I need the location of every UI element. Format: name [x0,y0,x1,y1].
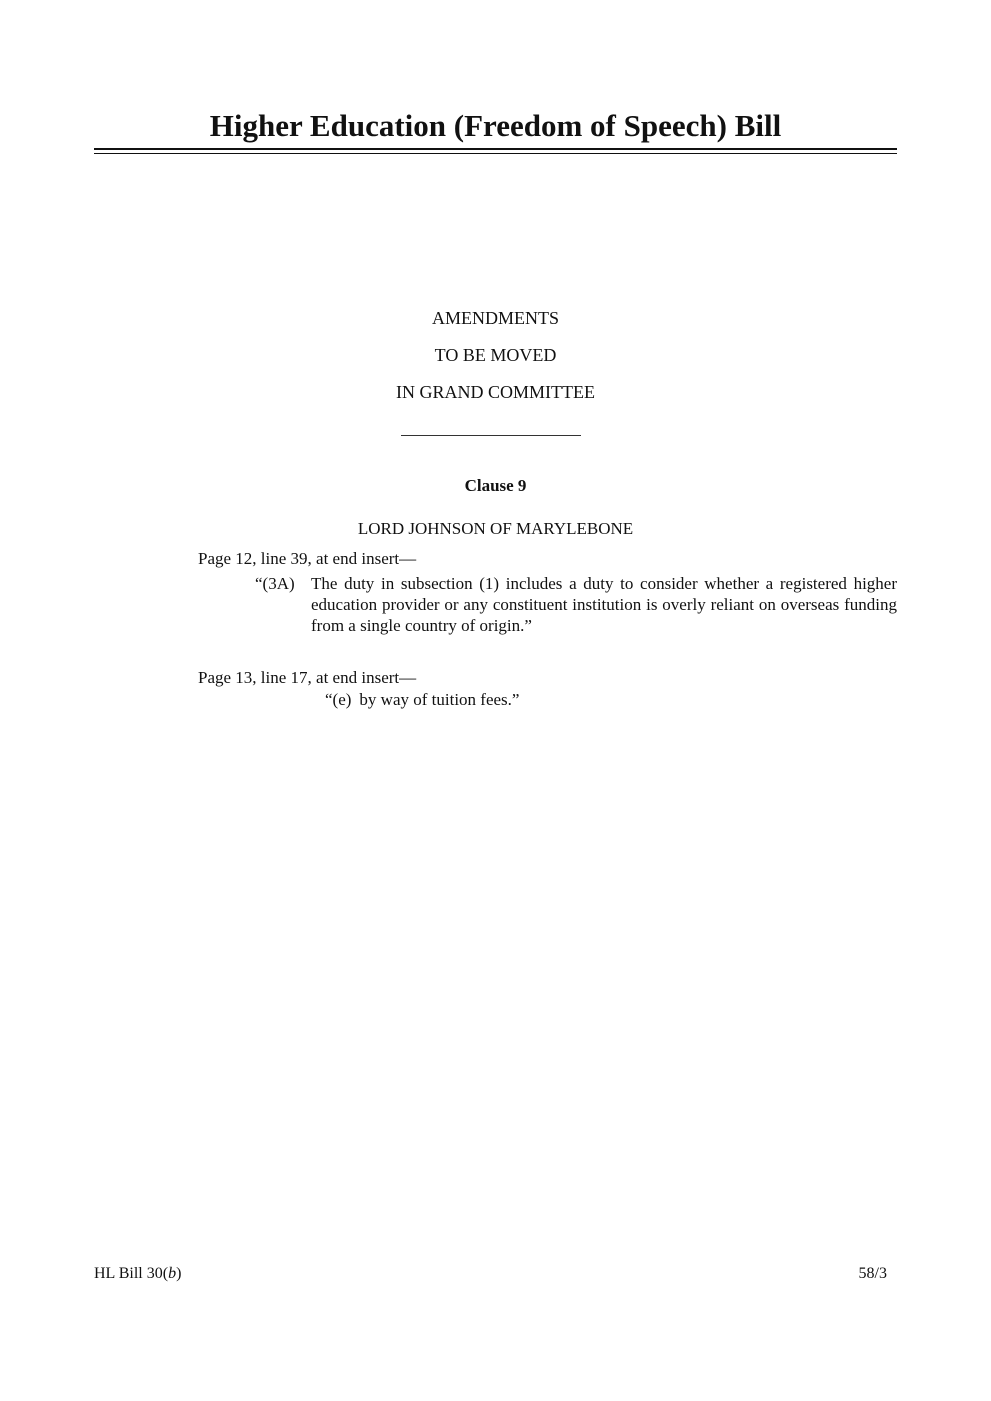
bill-reference-italic: b [168,1265,177,1282]
clause-heading: Clause 9 [464,476,527,495]
section-divider [401,435,581,436]
amendment-2-text: by way of tuition fees.” [359,690,520,709]
title-rule-thick [94,148,897,150]
amendment-1-label: “(3A) [255,574,295,593]
bill-reference-prefix: HL Bill 30( [94,1265,169,1282]
amendment-1-location: Page 12, line 39, at end insert— [198,549,417,568]
amendment-1-text: The duty in subsection (1) includes a duty to consider whether a registered higher education provider or any constituent institution is overly reliant on overseas funding from a single country of origin.” [311,574,897,635]
title-rule-thin [94,153,897,154]
amendment-2-location: Page 13, line 17, at end insert— [198,668,417,687]
page-reference: 58/3 [858,1265,887,1282]
heading-line-1: AMENDMENTS [431,308,559,328]
heading-line-2: TO BE MOVED [434,345,557,365]
bill-reference-suffix: ) [176,1265,182,1282]
bill-reference [94,1264,181,1284]
bill-title: Higher Education (Freedom of Speech) Bill [209,108,782,143]
member-name: LORD JOHNSON OF MARYLEBONE [357,519,634,538]
heading-line-3: IN GRAND COMMITTEE [396,382,595,402]
amendment-2-label: “(e) [325,690,352,709]
amendment-2-body [325,689,519,711]
